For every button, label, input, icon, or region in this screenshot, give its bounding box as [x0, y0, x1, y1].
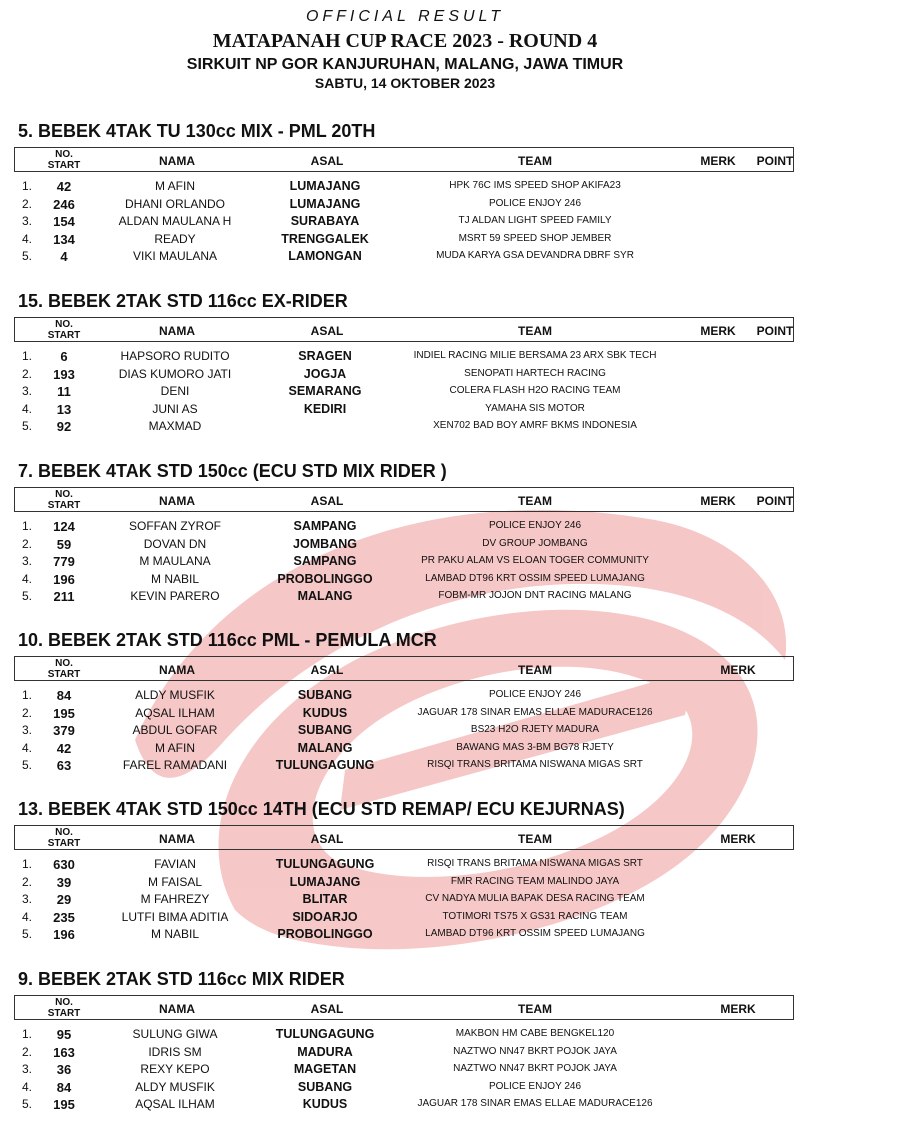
position-cell: 1.: [22, 519, 33, 533]
header-team: TEAM: [518, 154, 552, 168]
header-start-line: START: [47, 669, 81, 680]
table-header: [14, 995, 794, 1020]
team-cell: SENOPATI HARTECH RACING: [464, 367, 606, 379]
header-no-start: [39, 489, 89, 511]
origin-cell: SURABAYA: [290, 214, 360, 229]
start-number-cell: 134: [53, 231, 75, 247]
start-number-cell: 84: [56, 688, 72, 703]
table-header: [14, 317, 794, 342]
start-number-cell: 124: [53, 519, 75, 534]
position-cell: 3.: [22, 1062, 33, 1077]
header-no-start: [39, 319, 89, 341]
start-number-cell: 6: [60, 349, 68, 364]
result-section: [0, 630, 900, 800]
header-no-start: [39, 827, 89, 849]
start-number-cell: 13: [56, 401, 72, 417]
team-cell: POLICE ENJOY 246: [488, 520, 582, 531]
table-row: [0, 722, 900, 740]
position-cell: 4.: [22, 1079, 33, 1094]
header-asal: ASAL: [310, 494, 344, 508]
rider-name-cell: AQSAL ILHAM: [135, 1097, 215, 1112]
header-no-line: NO.: [55, 827, 73, 838]
team-cell: NAZTWO NN47 BKRT POJOK JAYA: [453, 1063, 617, 1075]
event-venue: SIRKUIT NP GOR KANJURUHAN, MALANG, JAWA TIMUR: [186, 56, 624, 73]
rider-name-cell: M NABIL: [150, 927, 199, 942]
header-asal: ASAL: [310, 324, 344, 338]
position-cell: 5.: [22, 419, 33, 434]
team-cell: POLICE ENJOY 246: [488, 197, 582, 209]
position-cell: 3.: [22, 892, 33, 907]
team-cell: RISQI TRANS BRITAMA NISWANA MIGAS SRT: [427, 759, 643, 771]
rider-name-cell: KEVIN PARERO: [130, 589, 220, 604]
table-row: [0, 418, 900, 436]
team-cell: POLICE ENJOY 246: [488, 689, 582, 700]
origin-cell: KUDUS: [302, 1097, 348, 1112]
origin-cell: LUMAJANG: [289, 874, 361, 889]
start-number-cell: 29: [56, 892, 72, 908]
team-cell: FMR RACING TEAM MALINDO JAYA: [450, 875, 620, 887]
table-body: [0, 178, 900, 266]
header-team: TEAM: [518, 832, 552, 846]
header-nama: NAMA: [159, 663, 195, 677]
header-point: POINT: [756, 154, 794, 168]
team-cell: JAGUAR 178 SINAR EMAS ELLAE MADURACE126: [417, 1098, 653, 1110]
start-number-cell: 193: [53, 366, 75, 382]
start-number-cell: 163: [53, 1044, 75, 1060]
table-row: [0, 571, 900, 589]
class-title: 9. BEBEK 2TAK STD 116cc MIX RIDER: [18, 969, 345, 989]
header-merk: MERK: [720, 1002, 756, 1016]
header-team: TEAM: [518, 663, 552, 677]
table-row: [0, 1061, 900, 1079]
table-body: [0, 856, 900, 944]
header-team: TEAM: [518, 1002, 552, 1016]
position-cell: 2.: [22, 1044, 33, 1059]
origin-cell: PROBOLINGGO: [277, 927, 373, 942]
header-asal: ASAL: [310, 663, 344, 677]
rider-name-cell: ABDUL GOFAR: [132, 723, 218, 738]
result-section: [0, 799, 900, 969]
rider-name-cell: MAXMAD: [148, 419, 202, 434]
official-result-label: OFFICIAL RESULT: [305, 8, 505, 25]
table-row: [0, 231, 900, 249]
table-row: [0, 705, 900, 723]
position-cell: 5.: [22, 589, 33, 604]
origin-cell: MAGETAN: [293, 1062, 357, 1077]
header-asal: ASAL: [310, 1002, 344, 1016]
team-cell: DV GROUP JOMBANG: [482, 537, 588, 549]
start-number-cell: 36: [56, 1062, 72, 1078]
table-body: [0, 1026, 900, 1114]
table-row: [0, 740, 900, 758]
table-row: [0, 1079, 900, 1097]
table-body: [0, 518, 900, 606]
header-no-start: [39, 658, 89, 680]
table-row: [0, 178, 900, 196]
rider-name-cell: SULUNG GIWA: [132, 1027, 218, 1041]
position-cell: 4.: [22, 571, 33, 586]
start-number-cell: 235: [53, 909, 75, 925]
table-row: [0, 909, 900, 927]
origin-cell: KEDIRI: [303, 401, 347, 416]
position-cell: 2.: [22, 366, 33, 381]
position-cell: 1.: [22, 688, 33, 702]
origin-cell: SUBANG: [297, 688, 353, 702]
start-number-cell: 195: [53, 1097, 75, 1113]
header-merk: MERK: [720, 663, 756, 677]
team-cell: INDIEL RACING MILIE BERSAMA 23 ARX SBK TECH: [413, 350, 657, 361]
result-section: [0, 291, 900, 461]
header-merk: MERK: [700, 324, 736, 338]
header-nama: NAMA: [159, 324, 195, 338]
header-no-start: [39, 149, 89, 171]
start-number-cell: 779: [53, 554, 75, 570]
position-cell: 3.: [22, 554, 33, 569]
table-row: [0, 687, 900, 705]
header-merk: MERK: [700, 494, 736, 508]
table-row: [0, 348, 900, 366]
header-no-line: NO.: [55, 319, 73, 330]
position-cell: 1.: [22, 857, 33, 871]
start-number-cell: 11: [57, 384, 71, 400]
rider-name-cell: M FAISAL: [147, 874, 203, 889]
position-cell: 2.: [22, 874, 33, 889]
start-number-cell: 4: [60, 249, 68, 265]
result-section: [0, 969, 900, 1139]
origin-cell: LUMAJANG: [289, 179, 361, 193]
header-point: POINT: [756, 494, 794, 508]
origin-cell: BLITAR: [302, 892, 348, 907]
header-nama: NAMA: [159, 154, 195, 168]
team-cell: MUDA KARYA GSA DEVANDRA DBRF SYR: [436, 250, 634, 262]
origin-cell: TULUNGAGUNG: [275, 857, 375, 871]
team-cell: TOTIMORI TS75 X GS31 RACING TEAM: [442, 910, 628, 922]
table-row: [0, 926, 900, 944]
header-nama: NAMA: [159, 494, 195, 508]
origin-cell: MALANG: [297, 589, 353, 604]
team-cell: POLICE ENJOY 246: [488, 1080, 582, 1092]
rider-name-cell: M AFIN: [154, 179, 195, 193]
rider-name-cell: VIKI MAULANA: [132, 249, 218, 264]
table-header: [14, 147, 794, 172]
table-row: [0, 518, 900, 536]
table-row: [0, 536, 900, 554]
header-start-line: START: [47, 330, 81, 341]
header-start-line: START: [47, 160, 81, 171]
rider-name-cell: M MAULANA: [139, 554, 211, 569]
position-cell: 5.: [22, 927, 33, 942]
origin-cell: LUMAJANG: [289, 196, 361, 211]
rider-name-cell: M FAHREZY: [140, 892, 210, 907]
team-cell: JAGUAR 178 SINAR EMAS ELLAE MADURACE126: [417, 706, 653, 718]
origin-cell: MADURA: [297, 1044, 353, 1059]
table-row: [0, 891, 900, 909]
start-number-cell: 630: [53, 857, 75, 872]
rider-name-cell: READY: [154, 231, 196, 246]
position-cell: 3.: [22, 723, 33, 738]
rider-name-cell: ALDY MUSFIK: [135, 688, 215, 702]
rider-name-cell: FAREL RAMADANI: [122, 758, 228, 773]
rider-name-cell: ALDY MUSFIK: [135, 1079, 215, 1094]
table-row: [0, 248, 900, 266]
table-header: [14, 656, 794, 681]
header-no-line: NO.: [55, 149, 73, 160]
origin-cell: SUBANG: [297, 723, 353, 738]
header-point: POINT: [756, 324, 794, 338]
team-cell: BS23 H2O RJETY MADURA: [470, 724, 600, 736]
result-section: [0, 461, 900, 631]
position-cell: 2.: [22, 196, 33, 211]
position-cell: 3.: [22, 214, 33, 229]
header-merk: MERK: [700, 154, 736, 168]
start-number-cell: 195: [53, 705, 75, 721]
position-cell: 5.: [22, 758, 33, 773]
table-row: [0, 366, 900, 384]
position-cell: 1.: [22, 179, 33, 193]
origin-cell: SUBANG: [297, 1079, 353, 1094]
origin-cell: TRENGGALEK: [281, 231, 369, 246]
header-start-line: START: [47, 500, 81, 511]
table-row: [0, 874, 900, 892]
start-number-cell: 379: [53, 723, 75, 739]
table-row: [0, 1096, 900, 1114]
position-cell: 4.: [22, 740, 33, 755]
team-cell: FOBM-MR JOJON DNT RACING MALANG: [438, 590, 632, 602]
rider-name-cell: DENI: [160, 384, 190, 399]
position-cell: 4.: [22, 401, 33, 416]
result-section: [0, 121, 900, 291]
position-cell: 2.: [22, 536, 33, 551]
position-cell: 3.: [22, 384, 33, 399]
header-start-line: START: [47, 838, 81, 849]
start-number-cell: 95: [56, 1027, 72, 1042]
team-cell: HPK 76C IMS SPEED SHOP AKIFA23: [449, 180, 621, 191]
origin-cell: KUDUS: [302, 705, 348, 720]
origin-cell: LAMONGAN: [288, 249, 362, 264]
header-no-line: NO.: [55, 658, 73, 669]
rider-name-cell: ALDAN MAULANA H: [118, 214, 232, 229]
origin-cell: PROBOLINGGO: [277, 571, 373, 586]
start-number-cell: 63: [56, 758, 72, 774]
table-row: [0, 1026, 900, 1044]
table-body: [0, 348, 900, 436]
origin-cell: SIDOARJO: [292, 909, 358, 924]
table-body: [0, 687, 900, 775]
rider-name-cell: REXY KEPO: [140, 1062, 210, 1077]
table-header: [14, 487, 794, 512]
position-cell: 4.: [22, 231, 33, 246]
team-cell: RISQI TRANS BRITAMA NISWANA MIGAS SRT: [427, 858, 643, 869]
position-cell: 4.: [22, 909, 33, 924]
origin-cell: MALANG: [297, 740, 353, 755]
rider-name-cell: LUTFI BIMA ADITIA: [121, 909, 229, 924]
start-number-cell: 246: [53, 196, 75, 212]
position-cell: 5.: [22, 1097, 33, 1112]
rider-name-cell: DHANI ORLANDO: [124, 196, 225, 211]
position-cell: 1.: [22, 1027, 33, 1041]
start-number-cell: 84: [56, 1079, 72, 1095]
header-nama: NAMA: [159, 832, 195, 846]
team-cell: LAMBAD DT96 KRT OSSIM SPEED LUMAJANG: [425, 928, 645, 940]
class-title: 15. BEBEK 2TAK STD 116cc EX-RIDER: [18, 291, 348, 311]
header-start-line: START: [47, 1008, 81, 1019]
table-row: [0, 213, 900, 231]
header-asal: ASAL: [310, 832, 344, 846]
header-team: TEAM: [518, 494, 552, 508]
position-cell: 1.: [22, 349, 33, 363]
rider-name-cell: DOVAN DN: [143, 536, 207, 551]
origin-cell: TULUNGAGUNG: [275, 758, 375, 773]
origin-cell: SEMARANG: [288, 384, 362, 399]
header-no-line: NO.: [55, 997, 73, 1008]
start-number-cell: 92: [56, 419, 72, 435]
table-row: [0, 856, 900, 874]
origin-cell: TULUNGAGUNG: [275, 1027, 375, 1041]
table-header: [14, 825, 794, 850]
team-cell: TJ ALDAN LIGHT SPEED FAMILY: [458, 215, 612, 227]
rider-name-cell: M NABIL: [150, 571, 199, 586]
header-no-start: [39, 997, 89, 1019]
rider-name-cell: FAVIAN: [154, 857, 196, 871]
header-nama: NAMA: [159, 1002, 195, 1016]
start-number-cell: 196: [53, 571, 75, 587]
header-no-line: NO.: [55, 489, 73, 500]
class-title: 13. BEBEK 4TAK STD 150cc 14TH (ECU STD REMAP/ ECU KEJURNAS): [18, 799, 625, 819]
team-cell: PR PAKU ALAM VS ELOAN TOGER COMMUNITY: [421, 555, 649, 567]
team-cell: BAWANG MAS 3-BM BG78 RJETY: [456, 741, 614, 753]
table-row: [0, 401, 900, 419]
rider-name-cell: IDRIS SM: [148, 1044, 202, 1059]
class-title: 5. BEBEK 4TAK TU 130cc MIX - PML 20TH: [18, 121, 376, 141]
team-cell: MAKBON HM CABE BENGKEL120: [455, 1028, 615, 1039]
start-number-cell: 39: [56, 874, 72, 890]
team-cell: CV NADYA MULIA BAPAK DESA RACING TEAM: [425, 893, 645, 905]
table-row: [0, 757, 900, 775]
origin-cell: SRAGEN: [298, 349, 352, 363]
class-title: 10. BEBEK 2TAK STD 116cc PML - PEMULA MCR: [18, 630, 437, 650]
start-number-cell: 211: [53, 589, 75, 605]
team-cell: COLERA FLASH H2O RACING TEAM: [449, 385, 621, 397]
event-date: SABTU, 14 OKTOBER 2023: [314, 75, 496, 91]
start-number-cell: 59: [56, 536, 72, 552]
position-cell: 2.: [22, 705, 33, 720]
rider-name-cell: AQSAL ILHAM: [135, 705, 215, 720]
table-row: [0, 553, 900, 571]
header-merk: MERK: [720, 832, 756, 846]
start-number-cell: 42: [56, 179, 72, 194]
event-title: MATAPANAH CUP RACE 2023 - ROUND 4: [212, 30, 598, 52]
team-cell: LAMBAD DT96 KRT OSSIM SPEED LUMAJANG: [425, 572, 645, 584]
class-title: 7. BEBEK 4TAK STD 150cc (ECU STD MIX RIDER ): [18, 461, 447, 481]
position-cell: 5.: [22, 249, 33, 264]
origin-cell: JOMBANG: [293, 536, 357, 551]
table-row: [0, 196, 900, 214]
origin-cell: JOGJA: [303, 366, 347, 381]
rider-name-cell: DIAS KUMORO JATI: [118, 366, 232, 381]
table-row: [0, 588, 900, 606]
team-cell: XEN702 BAD BOY AMRF BKMS INDONESIA: [433, 420, 637, 432]
start-number-cell: 196: [53, 927, 75, 943]
rider-name-cell: HAPSORO RUDITO: [120, 349, 230, 363]
table-row: [0, 383, 900, 401]
team-cell: NAZTWO NN47 BKRT POJOK JAYA: [453, 1045, 617, 1057]
origin-cell: SAMPANG: [293, 519, 357, 533]
team-cell: YAMAHA SIS MOTOR: [485, 402, 585, 414]
start-number-cell: 154: [53, 214, 75, 230]
header-team: TEAM: [518, 324, 552, 338]
origin-cell: SAMPANG: [293, 554, 357, 569]
rider-name-cell: JUNI AS: [152, 401, 198, 416]
rider-name-cell: M AFIN: [154, 740, 195, 755]
start-number-cell: 42: [56, 740, 72, 756]
header-asal: ASAL: [310, 154, 344, 168]
table-row: [0, 1044, 900, 1062]
rider-name-cell: SOFFAN ZYROF: [128, 519, 221, 533]
team-cell: MSRT 59 SPEED SHOP JEMBER: [458, 232, 612, 244]
